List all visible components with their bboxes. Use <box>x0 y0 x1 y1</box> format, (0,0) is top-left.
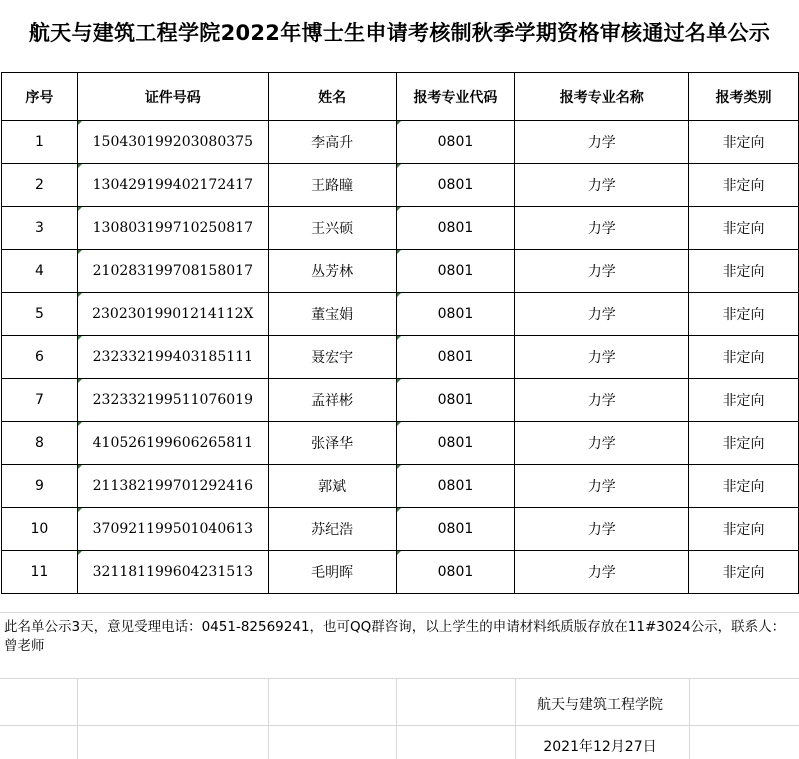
gridline <box>396 678 397 759</box>
cell-index: 7 <box>2 379 78 422</box>
table-row <box>2 164 799 207</box>
cell-name: 王兴硕 <box>268 207 396 250</box>
header-id-number: 证件号码 <box>77 73 268 121</box>
cell-id-number: 232332199403185111 <box>77 336 268 379</box>
table-row <box>2 121 799 164</box>
gridline <box>0 612 799 613</box>
page-title: 航天与建筑工程学院2022年博士生申请考核制秋季学期资格审核通过名单公示 <box>28 21 771 45</box>
cell-category: 非定向 <box>689 422 799 465</box>
applicant-table <box>1 72 799 594</box>
cell-category: 非定向 <box>689 164 799 207</box>
cell-index: 3 <box>2 207 78 250</box>
cell-index: 2 <box>2 164 78 207</box>
cell-category: 非定向 <box>689 508 799 551</box>
cell-name: 孟祥彬 <box>268 379 396 422</box>
header-major-name: 报考专业名称 <box>515 73 689 121</box>
cell-index: 6 <box>2 336 78 379</box>
table-row <box>2 508 799 551</box>
cell-major-code: 0801 <box>396 164 515 207</box>
cell-major-name: 力学 <box>515 164 689 207</box>
cell-category: 非定向 <box>689 207 799 250</box>
cell-major-code: 0801 <box>396 465 515 508</box>
gridline <box>515 678 516 759</box>
table-row <box>2 379 799 422</box>
cell-id-number: 130429199402172417 <box>77 164 268 207</box>
cell-major-name: 力学 <box>515 465 689 508</box>
cell-index: 10 <box>2 508 78 551</box>
table-header-row <box>2 73 799 121</box>
cell-major-code: 0801 <box>396 422 515 465</box>
cell-id-number: 210283199708158017 <box>77 250 268 293</box>
cell-id-number: 370921199501040613 <box>77 508 268 551</box>
header-index: 序号 <box>2 73 78 121</box>
table-row <box>2 293 799 336</box>
issue-date: 2021年12月27日 <box>543 739 657 755</box>
issuing-organization: 航天与建筑工程学院 <box>537 697 663 713</box>
cell-name: 聂宏宇 <box>268 336 396 379</box>
cell-category: 非定向 <box>689 121 799 164</box>
notice-text: 此名单公示3天，意见受理电话：0451-82569241，也可QQ群咨询，以上学生的申请材料纸质版存放在11#3024公示，联系人：曾老师 <box>4 619 786 654</box>
cell-major-name: 力学 <box>515 121 689 164</box>
cell-id-number: 23023019901214112X <box>77 293 268 336</box>
cell-id-number: 150430199203080375 <box>77 121 268 164</box>
cell-major-name: 力学 <box>515 508 689 551</box>
cell-name: 郭斌 <box>268 465 396 508</box>
cell-major-name: 力学 <box>515 379 689 422</box>
cell-index: 5 <box>2 293 78 336</box>
cell-category: 非定向 <box>689 379 799 422</box>
cell-category: 非定向 <box>689 336 799 379</box>
cell-major-code: 0801 <box>396 207 515 250</box>
cell-category: 非定向 <box>689 250 799 293</box>
table-row <box>2 551 799 594</box>
cell-name: 董宝娟 <box>268 293 396 336</box>
cell-index: 11 <box>2 551 78 594</box>
cell-major-code: 0801 <box>396 293 515 336</box>
cell-name: 李高升 <box>268 121 396 164</box>
cell-id-number: 321181199604231513 <box>77 551 268 594</box>
cell-major-code: 0801 <box>396 508 515 551</box>
gridline <box>77 678 78 759</box>
cell-name: 毛明晖 <box>268 551 396 594</box>
cell-id-number: 211382199701292416 <box>77 465 268 508</box>
table-row <box>2 207 799 250</box>
cell-major-name: 力学 <box>515 551 689 594</box>
gridline <box>689 678 690 759</box>
gridline <box>0 725 799 726</box>
cell-name: 王路瞳 <box>268 164 396 207</box>
cell-major-name: 力学 <box>515 207 689 250</box>
table-row <box>2 422 799 465</box>
cell-index: 8 <box>2 422 78 465</box>
cell-name: 丛芳林 <box>268 250 396 293</box>
cell-major-name: 力学 <box>515 250 689 293</box>
cell-major-code: 0801 <box>396 336 515 379</box>
cell-major-name: 力学 <box>515 293 689 336</box>
cell-category: 非定向 <box>689 551 799 594</box>
cell-index: 9 <box>2 465 78 508</box>
header-name: 姓名 <box>268 73 396 121</box>
table-row <box>2 336 799 379</box>
cell-major-name: 力学 <box>515 422 689 465</box>
cell-major-name: 力学 <box>515 336 689 379</box>
header-major-code: 报考专业代码 <box>396 73 515 121</box>
cell-major-code: 0801 <box>396 379 515 422</box>
cell-major-code: 0801 <box>396 121 515 164</box>
gridline <box>268 678 269 759</box>
cell-name: 苏纪浩 <box>268 508 396 551</box>
cell-category: 非定向 <box>689 293 799 336</box>
header-category: 报考类别 <box>689 73 799 121</box>
cell-id-number: 130803199710250817 <box>77 207 268 250</box>
cell-name: 张泽华 <box>268 422 396 465</box>
table-row <box>2 465 799 508</box>
cell-index: 4 <box>2 250 78 293</box>
table-row <box>2 250 799 293</box>
cell-id-number: 232332199511076019 <box>77 379 268 422</box>
cell-index: 1 <box>2 121 78 164</box>
cell-id-number: 410526199606265811 <box>77 422 268 465</box>
gridline <box>0 678 799 679</box>
cell-category: 非定向 <box>689 465 799 508</box>
cell-major-code: 0801 <box>396 551 515 594</box>
cell-major-code: 0801 <box>396 250 515 293</box>
